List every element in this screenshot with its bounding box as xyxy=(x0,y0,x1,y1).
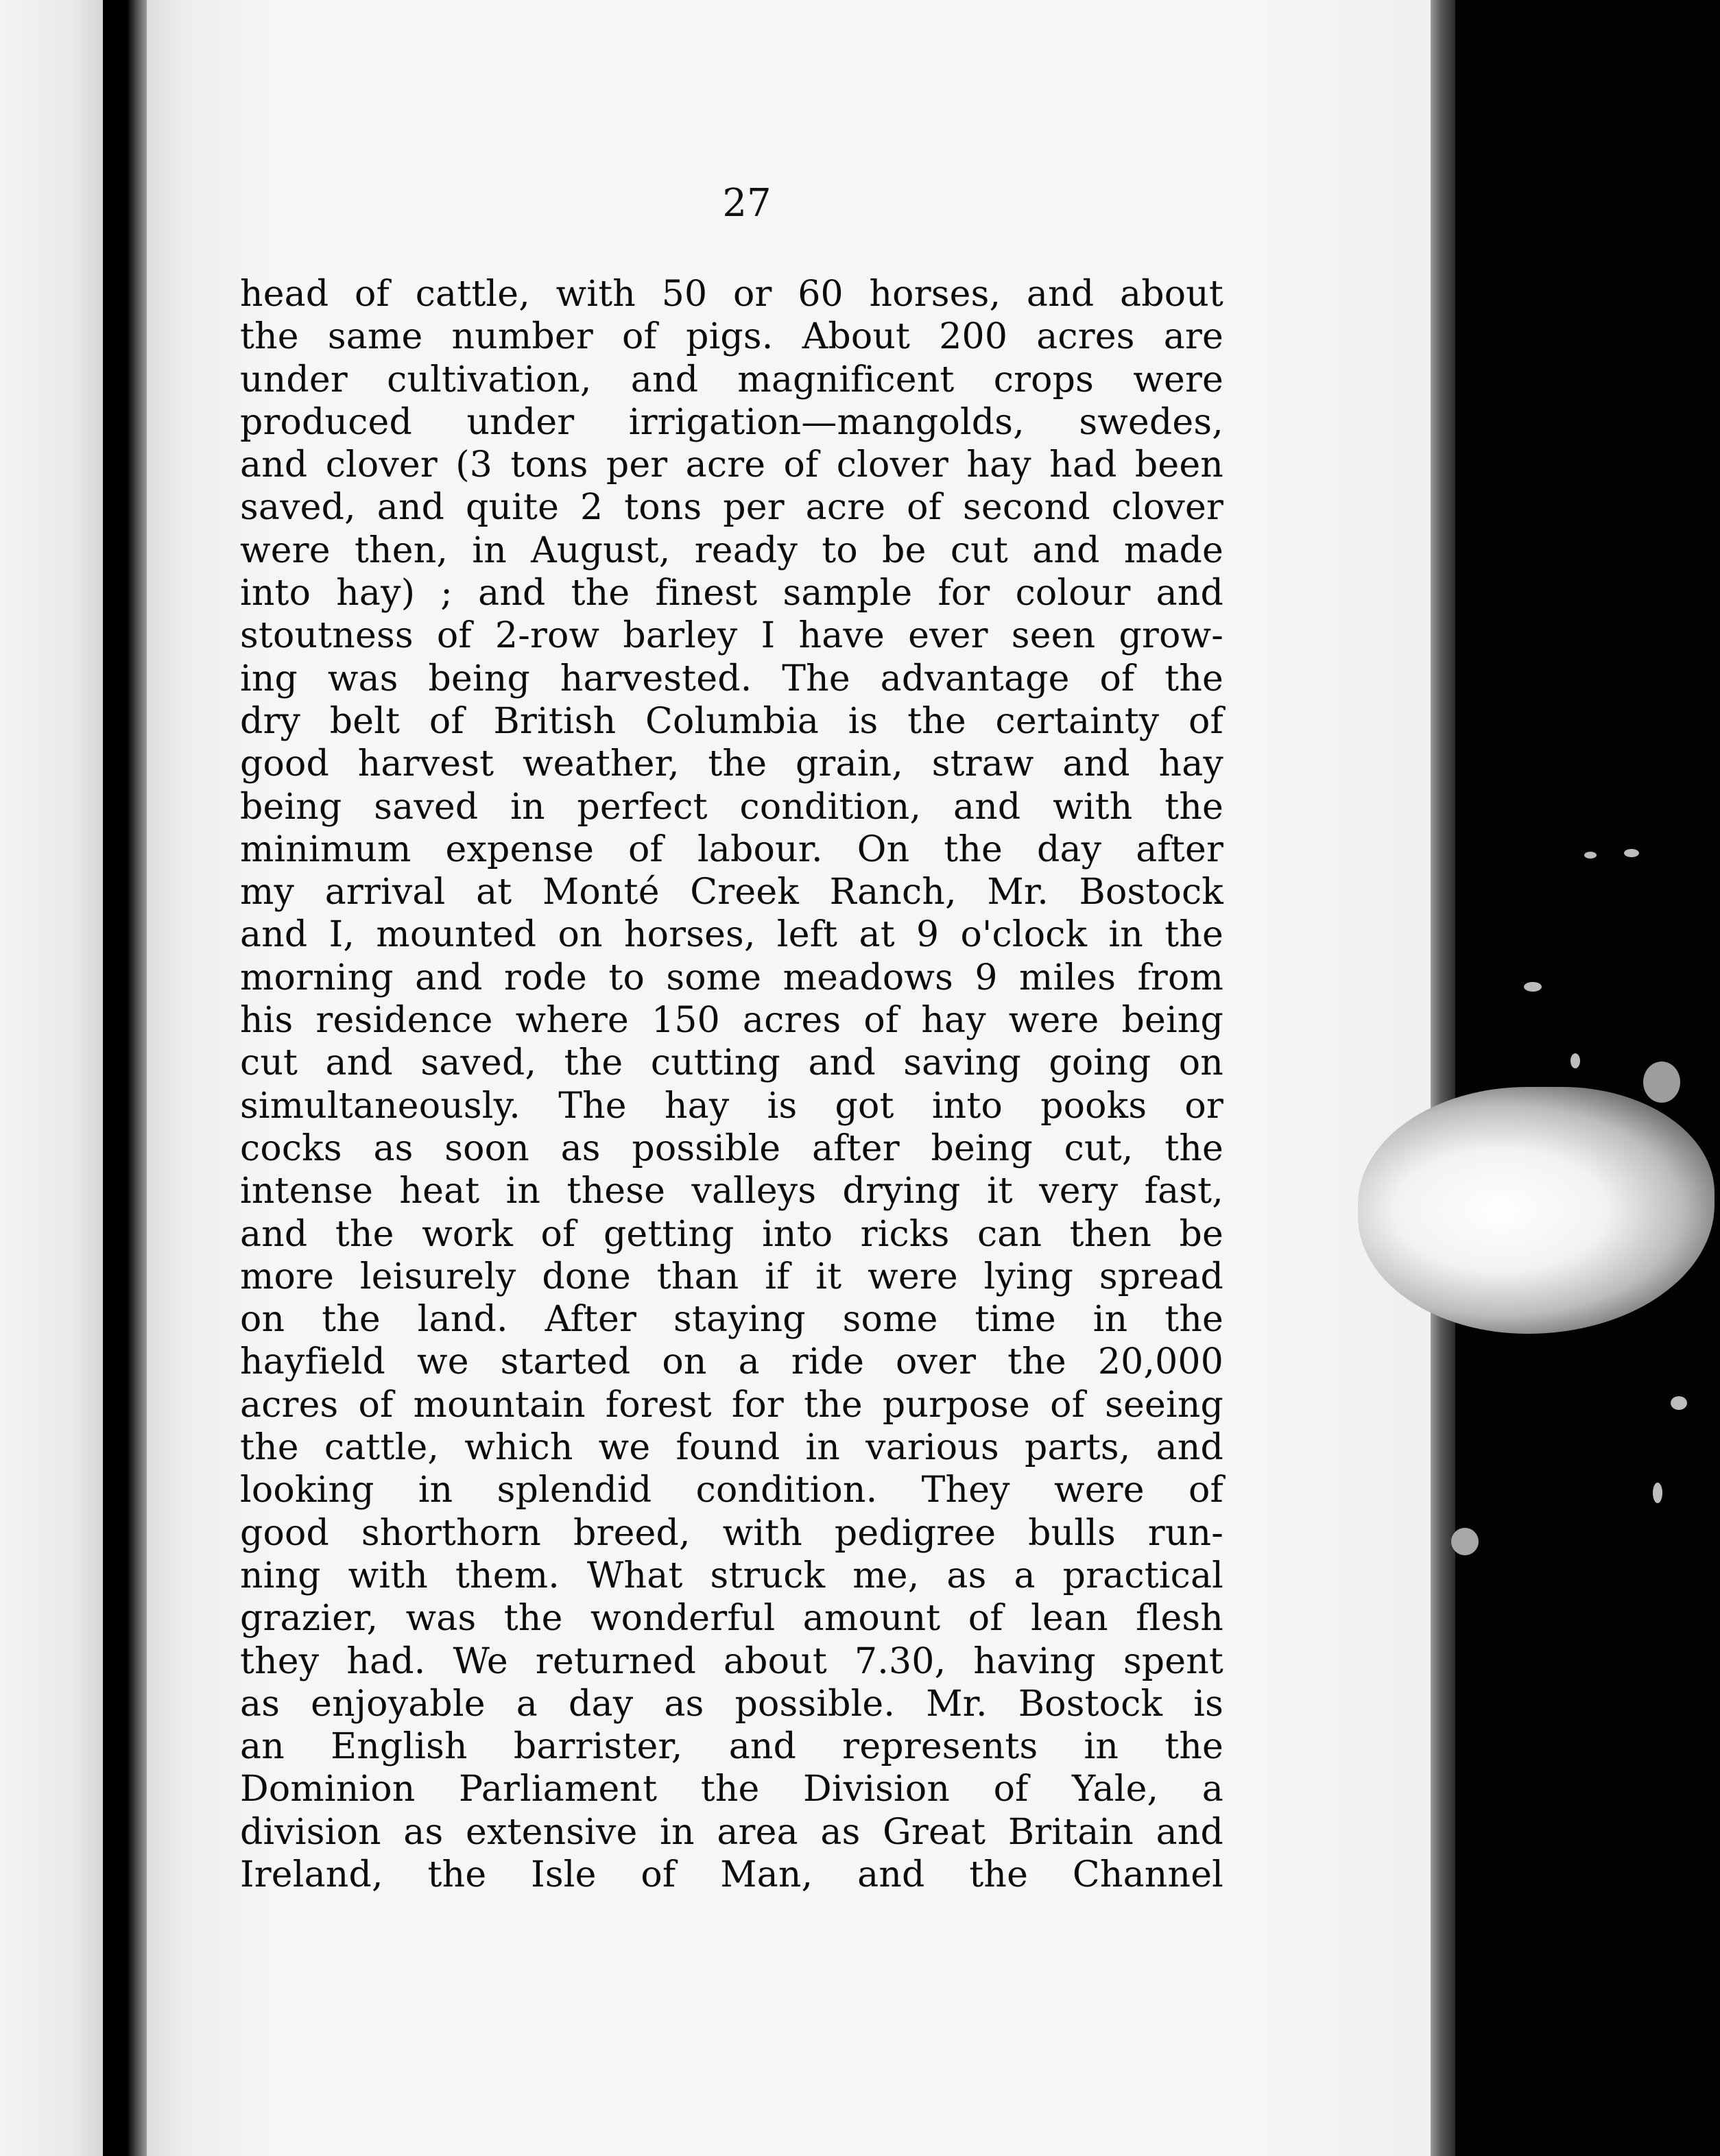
text-line: on the land. After staying some time in the xyxy=(240,1299,1223,1341)
text-line: hayfield we started on a ride over the 20,000 xyxy=(240,1341,1223,1383)
text-line: Dominion Parliament the Division of Yale, a xyxy=(240,1769,1223,1810)
scan-speck xyxy=(1451,1528,1479,1555)
text-line: the cattle, which we found in various parts, and xyxy=(240,1427,1223,1469)
text-line: into hay) ; and the finest sample for colour and xyxy=(240,573,1223,614)
text-line: being saved in perfect condition, and with the xyxy=(240,786,1223,828)
page-fore-edge xyxy=(1431,0,1455,2156)
scan-background xyxy=(1455,0,1720,2156)
text-line: head of cattle, with 50 or 60 horses, and about xyxy=(240,274,1223,315)
text-line: morning and rode to some meadows 9 miles from xyxy=(240,957,1223,998)
text-line: good harvest weather, the grain, straw and hay xyxy=(240,743,1223,785)
text-line: ning with them. What struck me, as a practical xyxy=(240,1555,1223,1596)
text-line: and I, mounted on horses, left at 9 o'clock in the xyxy=(240,914,1223,956)
text-line: stoutness of 2-row barley I have ever seen grow- xyxy=(240,615,1223,657)
text-line: ing was being harvested. The advantage of the xyxy=(240,658,1223,699)
text-line: good shorthorn breed, with pedigree bulls run- xyxy=(240,1512,1223,1554)
text-line: more leisurely done than if it were lying spread xyxy=(240,1256,1223,1297)
text-line: division as extensive in area as Great Britain and xyxy=(240,1811,1223,1853)
scan-speck xyxy=(1584,852,1597,859)
text-line: saved, and quite 2 tons per acre of second clover xyxy=(240,487,1223,529)
text-line: were then, in August, ready to be cut and made xyxy=(240,529,1223,571)
text-line: and clover (3 tons per acre of clover hay had been xyxy=(240,444,1223,486)
scan-speck xyxy=(1653,1483,1662,1503)
book-gutter-shadow xyxy=(103,0,147,2156)
text-line: cocks as soon as possible after being cut, the xyxy=(240,1127,1223,1169)
scan-speck xyxy=(1671,1396,1687,1410)
text-line: and the work of getting into ricks can then be xyxy=(240,1213,1223,1255)
page-number: 27 xyxy=(722,181,772,226)
text-line: minimum expense of labour. On the day after xyxy=(240,828,1223,870)
text-line: produced under irrigation—mangolds, swedes, xyxy=(240,401,1223,443)
text-line: looking in splendid condition. They were of xyxy=(240,1470,1223,1511)
text-line: dry belt of British Columbia is the certainty of xyxy=(240,700,1223,742)
text-line: simultaneously. The hay is got into pooks or xyxy=(240,1085,1223,1127)
body-text xyxy=(240,273,1223,1896)
text-line: intense heat in these valleys drying it very fast, xyxy=(240,1171,1223,1212)
previous-page-edge xyxy=(0,0,103,2156)
text-line: under cultivation, and magnificent crops were xyxy=(240,359,1223,400)
text-line: his residence where 150 acres of hay were being xyxy=(240,1000,1223,1042)
text-line: an English barrister, and represents in the xyxy=(240,1726,1223,1768)
scan-speck xyxy=(1524,982,1542,992)
scan-speck xyxy=(1570,1053,1580,1068)
text-line: cut and saved, the cutting and saving going on xyxy=(240,1042,1223,1084)
text-line: Ireland, the Isle of Man, and the Channel xyxy=(240,1854,1223,1895)
text-line: they had. We returned about 7.30, having spent xyxy=(240,1640,1223,1682)
text-line: acres of mountain forest for the purpose of seeing xyxy=(240,1384,1223,1426)
text-line: grazier, was the wonderful amount of lean flesh xyxy=(240,1598,1223,1640)
scan-speck xyxy=(1643,1062,1680,1103)
text-line: the same number of pigs. About 200 acres are xyxy=(240,316,1223,358)
text-line: my arrival at Monté Creek Ranch, Mr. Bostock xyxy=(240,872,1223,913)
scan-speck xyxy=(1624,849,1639,857)
text-line: as enjoyable a day as possible. Mr. Bostock is xyxy=(240,1683,1223,1725)
